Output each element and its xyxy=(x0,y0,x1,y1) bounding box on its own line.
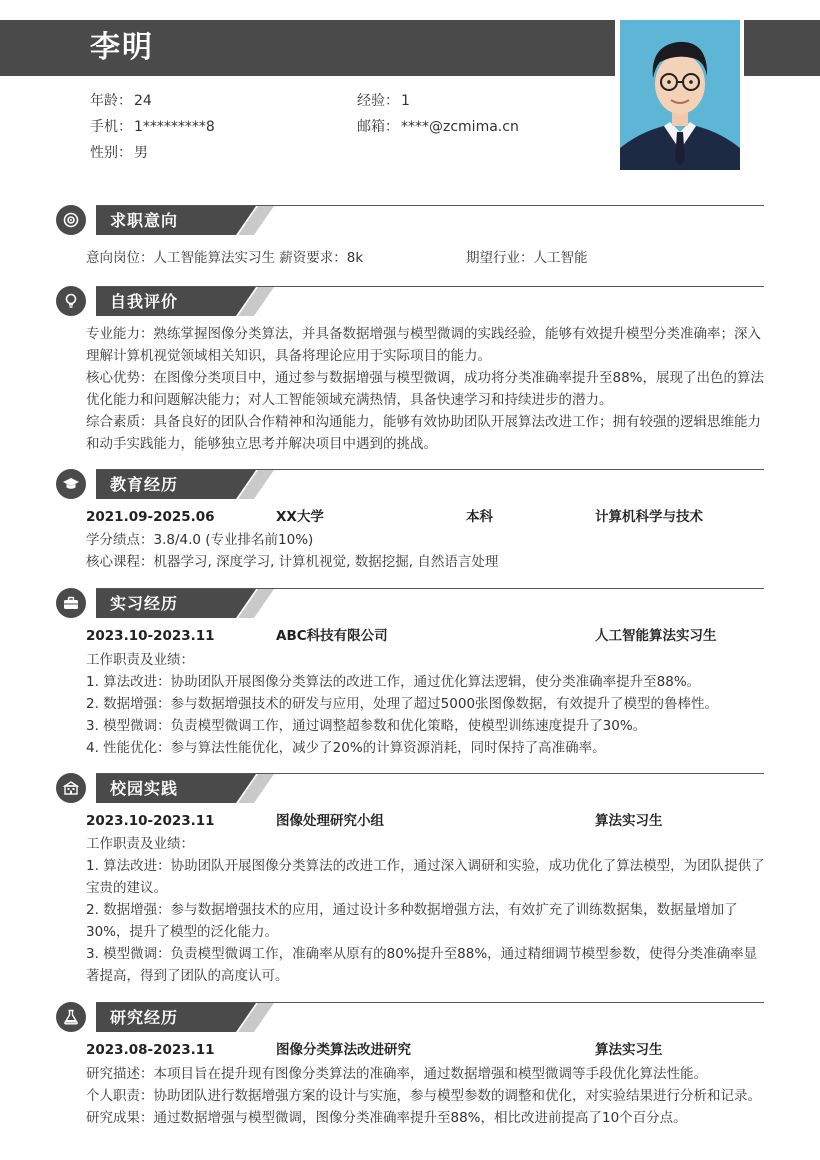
internship-date: 2023.10-2023.11 xyxy=(86,628,215,644)
research-line: 研究描述：本项目旨在提升现有图像分类算法的准确率，通过数据增强和模型微调等手段优化算法性能。 xyxy=(86,1066,707,1082)
gender-value: 男 xyxy=(134,145,148,161)
section-title: 实习经历 xyxy=(110,594,179,613)
campus-date: 2023.10-2023.11 xyxy=(86,813,215,829)
intent-industry: 期望行业：人工智能 xyxy=(466,250,588,266)
header-bar-right xyxy=(744,20,820,76)
research-date: 2023.08-2023.11 xyxy=(86,1042,215,1058)
research-details xyxy=(86,1063,766,1129)
email-label: 邮箱： xyxy=(357,119,399,135)
email-field xyxy=(357,117,519,137)
gender-field xyxy=(90,143,148,163)
age-value: 24 xyxy=(134,93,152,109)
email-value: ****@zcmima.cn xyxy=(401,119,519,135)
section-internship xyxy=(56,588,764,618)
campus-role: 算法实习生 xyxy=(595,813,663,829)
phone-label: 手机： xyxy=(90,119,132,135)
intent-position-salary: 意向岗位：人工智能算法实习生 薪资要求：8k xyxy=(86,250,364,266)
flask-icon xyxy=(56,1002,86,1032)
section-title: 校园实践 xyxy=(110,779,179,798)
section-title: 教育经历 xyxy=(110,475,179,494)
research-project: 图像分类算法改进研究 xyxy=(276,1042,411,1058)
self-eval-paragraph: 专业能力：熟练掌握图像分类算法，并具备数据增强与模型微调的实践经验，能够有效提升模型分类准确率；深入理解计算机视觉领域相关知识，具备将理论应用于实际项目的能力。 xyxy=(86,326,761,364)
research-role: 算法实习生 xyxy=(595,1042,663,1058)
building-icon xyxy=(56,773,86,803)
graduation-cap-icon xyxy=(56,469,86,499)
campus-details xyxy=(86,833,766,987)
lightbulb-icon xyxy=(56,286,86,316)
internship-company: ABC科技有限公司 xyxy=(276,628,388,644)
internship-role: 人工智能算法实习生 xyxy=(595,628,717,644)
section-job-intent xyxy=(56,205,764,235)
section-self-evaluation xyxy=(56,286,764,316)
campus-header-row xyxy=(86,810,766,832)
section-title: 研究经历 xyxy=(110,1008,179,1027)
research-header-row xyxy=(86,1039,766,1061)
education-date: 2021.09-2025.06 xyxy=(86,509,215,525)
internship-line: 1. 算法改进：协助团队开展图像分类算法的改进工作，通过优化算法逻辑，使分类准确率提升至88%。 xyxy=(86,674,701,690)
education-details xyxy=(86,529,766,573)
internship-line: 2. 数据增强：参与数据增强技术的研发与应用，处理了超过5000张图像数据，有效提升了模型的鲁棒性。 xyxy=(86,696,719,712)
self-eval-paragraph: 综合素质：具备良好的团队合作精神和沟通能力，能够有效协助团队开展算法改进工作；拥有较强的逻辑思维能力和动手实践能力，能够独立思考并解决项目中遇到的挑战。 xyxy=(86,414,761,452)
education-gpa: 学分绩点：3.8/4.0 (专业排名前10%) xyxy=(86,532,314,548)
internship-header-row xyxy=(86,625,766,647)
education-degree: 本科 xyxy=(466,509,493,525)
campus-line: 1. 算法改进：协助团队开展图像分类算法的改进工作，通过深入调研和实验，成功优化了算法模型，为团队提供了宝贵的建议。 xyxy=(86,858,765,896)
education-school: XX大学 xyxy=(276,509,324,525)
campus-org: 图像处理研究小组 xyxy=(276,813,384,829)
candidate-name: 李明 xyxy=(90,30,154,65)
section-research xyxy=(56,1002,764,1032)
education-courses: 核心课程：机器学习, 深度学习, 计算机视觉, 数据挖掘, 自然语言处理 xyxy=(86,554,499,570)
experience-value: 1 xyxy=(401,93,410,109)
internship-line: 工作职责及业绩： xyxy=(86,652,194,668)
section-title: 自我评价 xyxy=(110,292,179,311)
age-label: 年龄： xyxy=(90,93,132,109)
phone-value: 1*********8 xyxy=(134,119,215,135)
phone-field xyxy=(90,117,215,137)
education-header-row xyxy=(86,506,766,528)
profile-photo xyxy=(620,20,740,170)
internship-line: 4. 性能优化：参与算法性能优化，减少了20%的计算资源消耗，同时保持了高准确率。 xyxy=(86,740,606,756)
research-line: 研究成果：通过数据增强与模型微调，图像分类准确率提升至88%，相比改进前提高了10个百分点。 xyxy=(86,1110,687,1126)
section-campus-practice xyxy=(56,773,764,803)
experience-label: 经验： xyxy=(357,93,399,109)
age-field xyxy=(90,91,152,111)
campus-line: 2. 数据增强：参与数据增强技术的应用，通过设计多种数据增强方法，有效扩充了训练数据集，数据量增加了30%，提升了模型的泛化能力。 xyxy=(86,902,738,940)
target-icon xyxy=(56,205,86,235)
section-education xyxy=(56,469,764,499)
self-eval-paragraph: 核心优势：在图像分类项目中，通过参与数据增强与模型微调，成功将分类准确率提升至88%，展现了出色的算法优化能力和问题解决能力；对人工智能领域充满热情，具备快速学习和持续进步的潜力。 xyxy=(86,370,765,408)
internship-details xyxy=(86,649,766,759)
briefcase-icon xyxy=(56,588,86,618)
campus-line: 工作职责及业绩： xyxy=(86,836,194,852)
internship-line: 3. 模型微调：负责模型微调工作，通过调整超参数和优化策略，使模型训练速度提升了30%。 xyxy=(86,718,647,734)
self-evaluation-content xyxy=(86,323,766,455)
gender-label: 性别： xyxy=(90,145,132,161)
job-intent-content xyxy=(86,247,766,269)
research-line: 个人职责：协助团队进行数据增强方案的设计与实施，参与模型参数的调整和优化，对实验结果进行分析和记录。 xyxy=(86,1088,761,1104)
section-title: 求职意向 xyxy=(110,211,179,230)
campus-line: 3. 模型微调：负责模型微调工作，准确率从原有的80%提升至88%，通过精细调节模型参数，使得分类准确率显著提高，得到了团队的高度认可。 xyxy=(86,946,758,984)
education-major: 计算机科学与技术 xyxy=(595,509,703,525)
experience-field xyxy=(357,91,410,111)
